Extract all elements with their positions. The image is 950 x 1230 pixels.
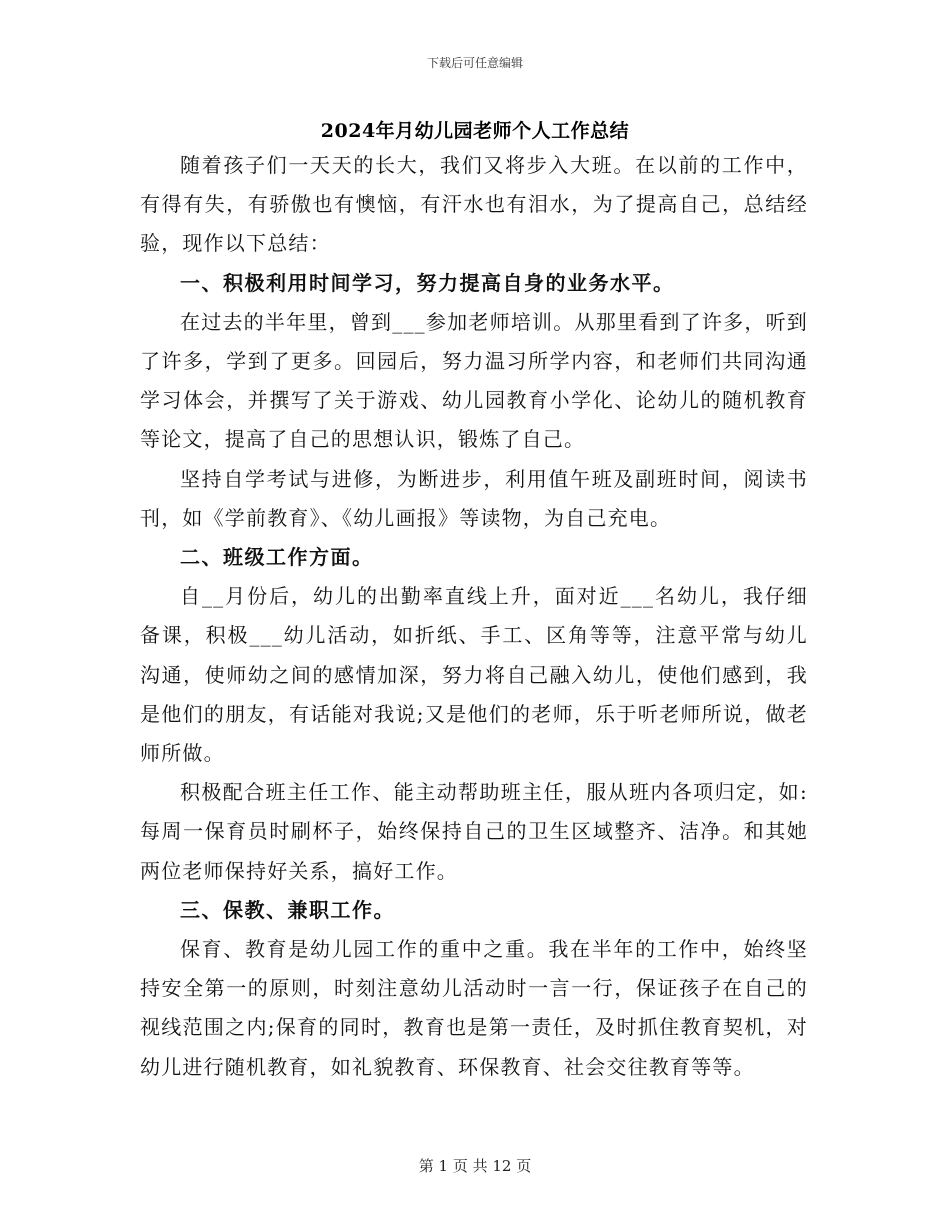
header-note: 下载后可任意编辑 (426, 56, 523, 70)
body-paragraph: 在过去的半年里，曾到___参加老师培训。从那里看到了许多，听到了许多，学到了更多。回园后，努力温习所学内容，和老师们共同沟通学习体会，并撰写了关于游戏、幼儿园教育小学化、论幼儿的随机教育等论文，提高了自己的思想认识，锻炼了自己。 (140, 309, 808, 452)
intro-paragraph: 随着孩子们一天天的长大，我们又将步入大班。在以前的工作中，有得有失，有骄傲也有懊恼，有汗水也有泪水，为了提高自己，总结经验，现作以下总结： (140, 153, 808, 256)
body-paragraph: 积极配合班主任工作、能主动帮助班主任，服从班内各项归定，如:每周一保育员时刷杯子，始终保持自己的卫生区域整齐、洁净。和其她两位老师保持好关系，搞好工作。 (140, 780, 808, 883)
section-heading-class-work: 二、班级工作方面。 (180, 545, 374, 570)
section-heading-care-education: 三、保教、兼职工作。 (180, 897, 395, 922)
body-paragraph: 坚持自学考试与进修，为断进步，利用值午班及副班时间，阅读书刊，如《学前教育》、《幼儿画报》等读物，为自己充电。 (140, 466, 808, 530)
body-paragraph: 自__月份后，幼儿的出勤率直线上升，面对近___名幼儿，我仔细备课，积极___幼儿活动，如折纸、手工、区角等等，注意平常与幼儿沟通，使师幼之间的感情加深，努力将自己融入幼儿，使他们感到，我是他们的朋友，有话能对我说;又是他们的老师，乐于听老师所说，做老师所做。 (140, 584, 808, 766)
section-heading-study: 一、积极利用时间学习，努力提高自身的业务水平。 (180, 270, 675, 295)
document-body (140, 146, 808, 1087)
body-paragraph: 保育、教育是幼儿园工作的重中之重。我在半年的工作中，始终坚持安全第一的原则，时刻注意幼儿活动时一言一行，保证孩子在自己的视线范围之内;保育的同时，教育也是第一责任，及时抓住教育契机，对幼儿进行随机教育，如礼貌教育、环保教育、社会交往教育等等。 (140, 937, 808, 1079)
document-title: 2024年月幼儿园老师个人工作总结 (320, 120, 630, 142)
page-number: 第 1 页 共 12 页 (418, 1157, 532, 1175)
